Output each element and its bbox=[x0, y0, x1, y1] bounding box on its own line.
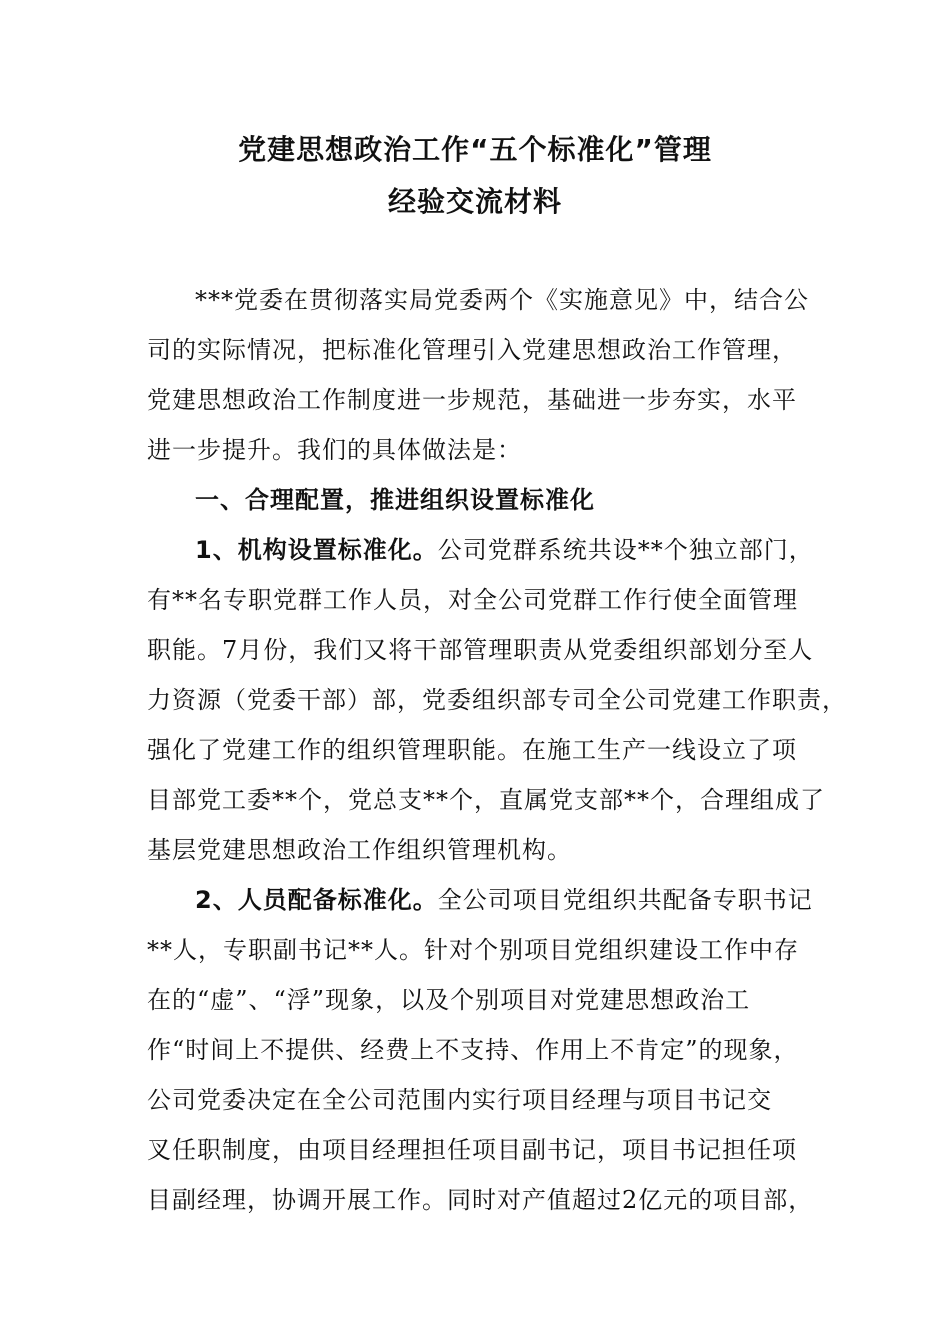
paragraph-1-line-1: ***党委在贯彻落实局党委两个《实施意见》中，结合公 bbox=[195, 286, 809, 314]
paragraph-3-line-4: 作“时间上不提供、经费上不支持、作用上不肯定”的现象， bbox=[147, 1036, 799, 1064]
section-1-heading: 一、合理配置，推进组织设置标准化 bbox=[195, 486, 595, 514]
paragraph-1-line-4: 进一步提升。我们的具体做法是： bbox=[147, 436, 522, 464]
paragraph-2-line-6: 目部党工委**个，党总支**个，直属党支部**个，合理组成了 bbox=[147, 786, 825, 814]
paragraph-3-line-6: 叉任职制度，由项目经理担任项目副书记，项目书记担任项 bbox=[147, 1136, 797, 1164]
paragraph-1-line-3: 党建思想政治工作制度进一步规范，基础进一步夯实，水平 bbox=[147, 386, 797, 414]
paragraph-2-line-5: 强化了党建工作的组织管理职能。在施工生产一线设立了项 bbox=[147, 736, 797, 764]
paragraph-3-line-7: 目副经理，协调开展工作。同时对产值超过2亿元的项目部， bbox=[147, 1186, 814, 1214]
paragraph-3-line-2: **人，专职副书记**人。针对个别项目党组织建设工作中存 bbox=[147, 936, 799, 964]
paragraph-2-line-2: 有**名专职党群工作人员，对全公司党群工作行使全面管理 bbox=[147, 586, 798, 614]
paragraph-3-line-3: 在的“虚”、“浮”现象，以及个别项目对党建思想政治工 bbox=[147, 986, 751, 1014]
document-title-line-1: 党建思想政治工作“五个标准化”管理 bbox=[238, 133, 712, 166]
paragraph-2-line-7: 基层党建思想政治工作组织管理机构。 bbox=[147, 836, 572, 864]
paragraph-2-line-1 bbox=[195, 533, 819, 567]
paragraph-3-lead: 2、人员配备标准化。 bbox=[195, 886, 438, 914]
paragraph-3-line-5: 公司党委决定在全公司范围内实行项目经理与项目书记交 bbox=[147, 1086, 772, 1114]
paragraph-2-lead: 1、机构设置标准化。 bbox=[195, 536, 438, 564]
paragraph-2-line-1-rest: 公司党群系统共设**个独立部门， bbox=[437, 536, 814, 564]
paragraph-2-line-3: 职能。7月份，我们又将干部管理职责从党委组织部划分至人 bbox=[147, 636, 814, 664]
paragraph-2-line-4: 力资源（党委干部）部，党委组织部专司全公司党建工作职责， bbox=[147, 686, 847, 714]
paragraph-3-line-1-rest: 全公司项目党组织共配备专职书记 bbox=[437, 886, 813, 914]
paragraph-3-line-1 bbox=[195, 883, 819, 917]
paragraph-1-line-2: 司的实际情况，把标准化管理引入党建思想政治工作管理， bbox=[147, 336, 797, 364]
document-title-line-2: 经验交流材料 bbox=[387, 185, 562, 218]
